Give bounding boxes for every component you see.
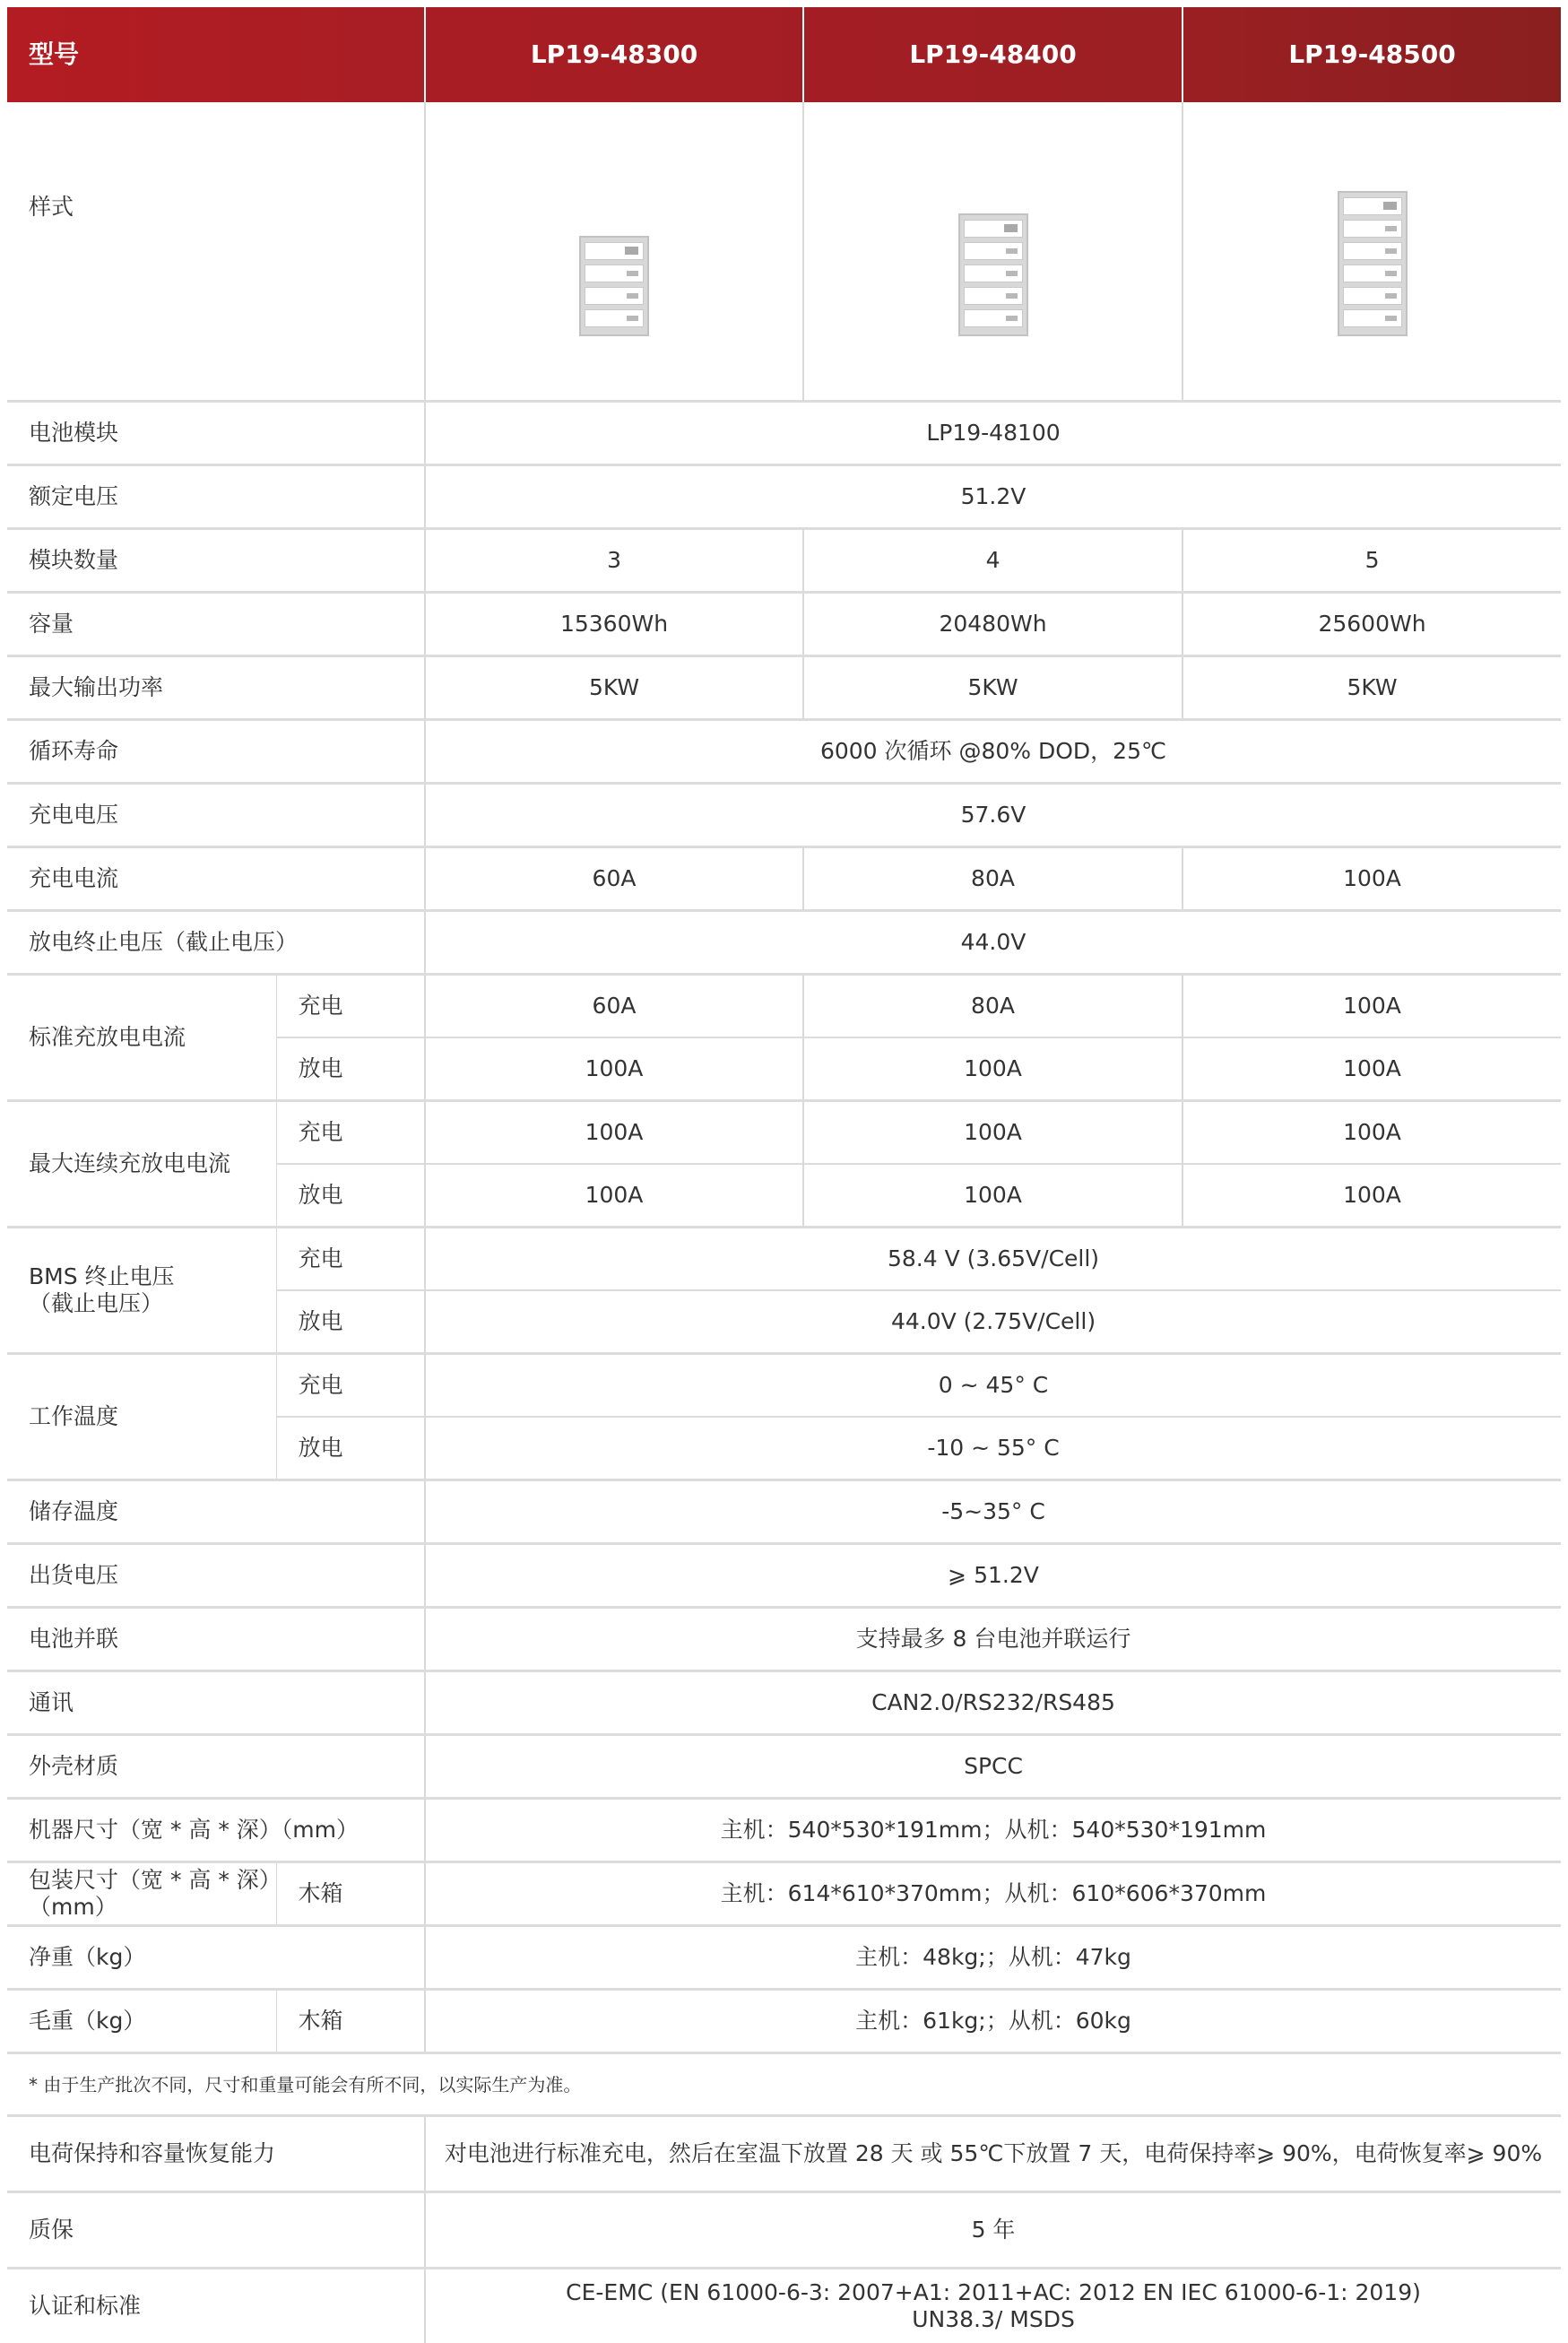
battery-module-slot [585, 265, 644, 282]
row-label: 标准充放电电流 [7, 975, 276, 1101]
sub-label: 充电 [276, 975, 425, 1038]
row-bms-charge [7, 1228, 1561, 1291]
row-value: 60A [425, 975, 803, 1038]
row-value: SPCC [425, 1735, 1561, 1799]
row-rated-voltage [7, 465, 1561, 529]
row-value: 20480Wh [803, 593, 1182, 656]
cert-line: CE-EMC (EN 61000-6-3: 2007+A1: 2011+AC: 2012 EN IEC 61000-6-1: 2019) [426, 2279, 1561, 2306]
battery-module-slot [585, 242, 644, 260]
row-value: 60A [425, 847, 803, 911]
row-value [425, 2269, 1561, 2343]
row-value: 100A [1182, 975, 1561, 1038]
row-label [7, 1862, 276, 1926]
row-retention [7, 2116, 1561, 2192]
row-label: 充电电压 [7, 784, 425, 847]
row-value: 57.6V [425, 784, 1561, 847]
row-label: 外壳材质 [7, 1735, 425, 1799]
row-value: LP19-48100 [425, 402, 1561, 465]
row-value: 3 [425, 529, 803, 593]
battery-module-slot [964, 220, 1023, 238]
row-value: 主机：61kg;；从机：60kg [425, 1990, 1561, 2053]
footnote: * 由于生产批次不同，尺寸和重量可能会有所不同，以实际生产为准。 [7, 2053, 1561, 2116]
row-value: 5 [1182, 529, 1561, 593]
model-header-1: LP19-48300 [425, 7, 803, 102]
row-label: 模块数量 [7, 529, 425, 593]
row-label-line: BMS 终止电压 [29, 1263, 276, 1290]
row-label: 质保 [7, 2192, 425, 2269]
row-value: 主机：540*530*191mm；从机：540*530*191mm [425, 1799, 1561, 1862]
cabinet-cell-3 [1182, 102, 1561, 402]
row-machine-size [7, 1799, 1561, 1862]
sub-label: 充电 [276, 1228, 425, 1291]
sub-label: 木箱 [276, 1990, 425, 2053]
model-header-2: LP19-48400 [803, 7, 1182, 102]
row-capacity [7, 593, 1561, 656]
row-value: 支持最多 8 台电池并联运行 [425, 1608, 1561, 1671]
row-value: 80A [803, 847, 1182, 911]
row-charge-current [7, 847, 1561, 911]
row-value: ⩾ 51.2V [425, 1544, 1561, 1608]
row-shell [7, 1735, 1561, 1799]
row-discharge-cutoff [7, 911, 1561, 975]
row-value: 100A [803, 1164, 1182, 1228]
style-label: 样式 [7, 102, 425, 402]
model-header-label: 型号 [7, 7, 425, 102]
battery-cabinet-icon [579, 236, 649, 336]
row-label: 电池并联 [7, 1608, 425, 1671]
sub-label: 充电 [276, 1101, 425, 1165]
battery-module-slot [964, 242, 1023, 260]
row-value: 100A [803, 1101, 1182, 1165]
row-charge-voltage [7, 784, 1561, 847]
row-warranty [7, 2192, 1561, 2269]
battery-module-slot [1343, 287, 1402, 305]
row-label: 最大输出功率 [7, 656, 425, 720]
header-row [7, 7, 1561, 102]
row-comm [7, 1671, 1561, 1735]
row-value: 80A [803, 975, 1182, 1038]
row-label: 循环寿命 [7, 720, 425, 784]
row-label: 认证和标准 [7, 2269, 425, 2343]
row-storage-temp [7, 1480, 1561, 1544]
row-label: 电荷保持和容量恢复能力 [7, 2116, 425, 2192]
row-parallel [7, 1608, 1561, 1671]
row-value: 对电池进行标准充电，然后在室温下放置 28 天 或 55℃下放置 7 天，电荷保持率⩾ 90%，电荷恢复率⩾ 90% [425, 2116, 1561, 2192]
row-cycle-life [7, 720, 1561, 784]
cabinet-cell-2 [803, 102, 1182, 402]
row-value: 100A [803, 1037, 1182, 1101]
row-ship-voltage [7, 1544, 1561, 1608]
spec-sheet [7, 7, 1561, 2343]
row-value: 44.0V [425, 911, 1561, 975]
row-value: 51.2V [425, 465, 1561, 529]
row-value: 100A [1182, 847, 1561, 911]
row-value: 100A [425, 1164, 803, 1228]
battery-module-slot [964, 309, 1023, 327]
row-value: 5KW [1182, 656, 1561, 720]
row-value: 100A [425, 1037, 803, 1101]
row-label: 毛重（kg） [7, 1990, 276, 2053]
row-value: 25600Wh [1182, 593, 1561, 656]
row-label: 最大连续充放电电流 [7, 1101, 276, 1228]
row-value: 100A [1182, 1101, 1561, 1165]
model-header-3: LP19-48500 [1182, 7, 1561, 102]
row-label: 额定电压 [7, 465, 425, 529]
battery-module-slot [1343, 265, 1402, 282]
battery-module-slot [1343, 220, 1402, 238]
row-value: 44.0V (2.75V/Cell) [425, 1290, 1561, 1354]
battery-module-slot [1343, 197, 1402, 215]
row-label: 通讯 [7, 1671, 425, 1735]
sub-label: 放电 [276, 1290, 425, 1354]
row-value: 5KW [425, 656, 803, 720]
row-value: 5KW [803, 656, 1182, 720]
row-max-cont-charge [7, 1101, 1561, 1165]
sub-label: 放电 [276, 1417, 425, 1480]
battery-module-slot [1343, 242, 1402, 260]
row-value: 15360Wh [425, 593, 803, 656]
battery-module-slot [585, 309, 644, 327]
row-value: -5~35° C [425, 1480, 1561, 1544]
row-label: 机器尺寸（宽 * 高 * 深）（mm） [7, 1799, 425, 1862]
row-label: 容量 [7, 593, 425, 656]
row-value: 主机：48kg;；从机：47kg [425, 1926, 1561, 1990]
row-gross-weight [7, 1990, 1561, 2053]
row-label: 净重（kg） [7, 1926, 425, 1990]
row-label: 放电终止电压（截止电压） [7, 911, 425, 975]
row-value: 0 ~ 45° C [425, 1354, 1561, 1418]
sub-label: 充电 [276, 1354, 425, 1418]
row-max-output [7, 656, 1561, 720]
row-value: 5 年 [425, 2192, 1561, 2269]
battery-cabinet-icon [1338, 191, 1408, 336]
row-certs [7, 2269, 1561, 2343]
row-label: 出货电压 [7, 1544, 425, 1608]
row-value: CAN2.0/RS232/RS485 [425, 1671, 1561, 1735]
row-label-line: （mm） [29, 1894, 276, 1921]
sub-label: 木箱 [276, 1862, 425, 1926]
battery-module-slot [1343, 309, 1402, 327]
row-std-current-charge [7, 975, 1561, 1038]
style-row [7, 102, 1561, 402]
row-work-temp-charge [7, 1354, 1561, 1418]
battery-module-slot [964, 265, 1023, 282]
row-package-size [7, 1862, 1561, 1926]
row-label: 工作温度 [7, 1354, 276, 1480]
row-label: 储存温度 [7, 1480, 425, 1544]
spec-table [7, 7, 1561, 2343]
row-label-line: 包装尺寸（宽 * 高 * 深） [29, 1867, 276, 1894]
cert-line: UN38.3/ MSDS [426, 2306, 1561, 2333]
row-value: 6000 次循环 @80% DOD，25℃ [425, 720, 1561, 784]
battery-module-slot [964, 287, 1023, 305]
row-value: 100A [1182, 1037, 1561, 1101]
row-value: 主机：614*610*370mm；从机：610*606*370mm [425, 1862, 1561, 1926]
row-value: 4 [803, 529, 1182, 593]
row-value: 100A [1182, 1164, 1561, 1228]
battery-module-slot [585, 287, 644, 305]
row-battery-module [7, 402, 1561, 465]
row-label [7, 1228, 276, 1354]
row-value: 100A [425, 1101, 803, 1165]
battery-cabinet-icon [958, 213, 1028, 336]
row-label: 充电电流 [7, 847, 425, 911]
sub-label: 放电 [276, 1164, 425, 1228]
row-label-line: （截止电压） [29, 1290, 276, 1317]
sub-label: 放电 [276, 1037, 425, 1101]
row-value: -10 ~ 55° C [425, 1417, 1561, 1480]
row-net-weight [7, 1926, 1561, 1990]
cabinet-cell-1 [425, 102, 803, 402]
row-value: 58.4 V (3.65V/Cell) [425, 1228, 1561, 1291]
row-module-count [7, 529, 1561, 593]
row-label: 电池模块 [7, 402, 425, 465]
note-row [7, 2053, 1561, 2116]
